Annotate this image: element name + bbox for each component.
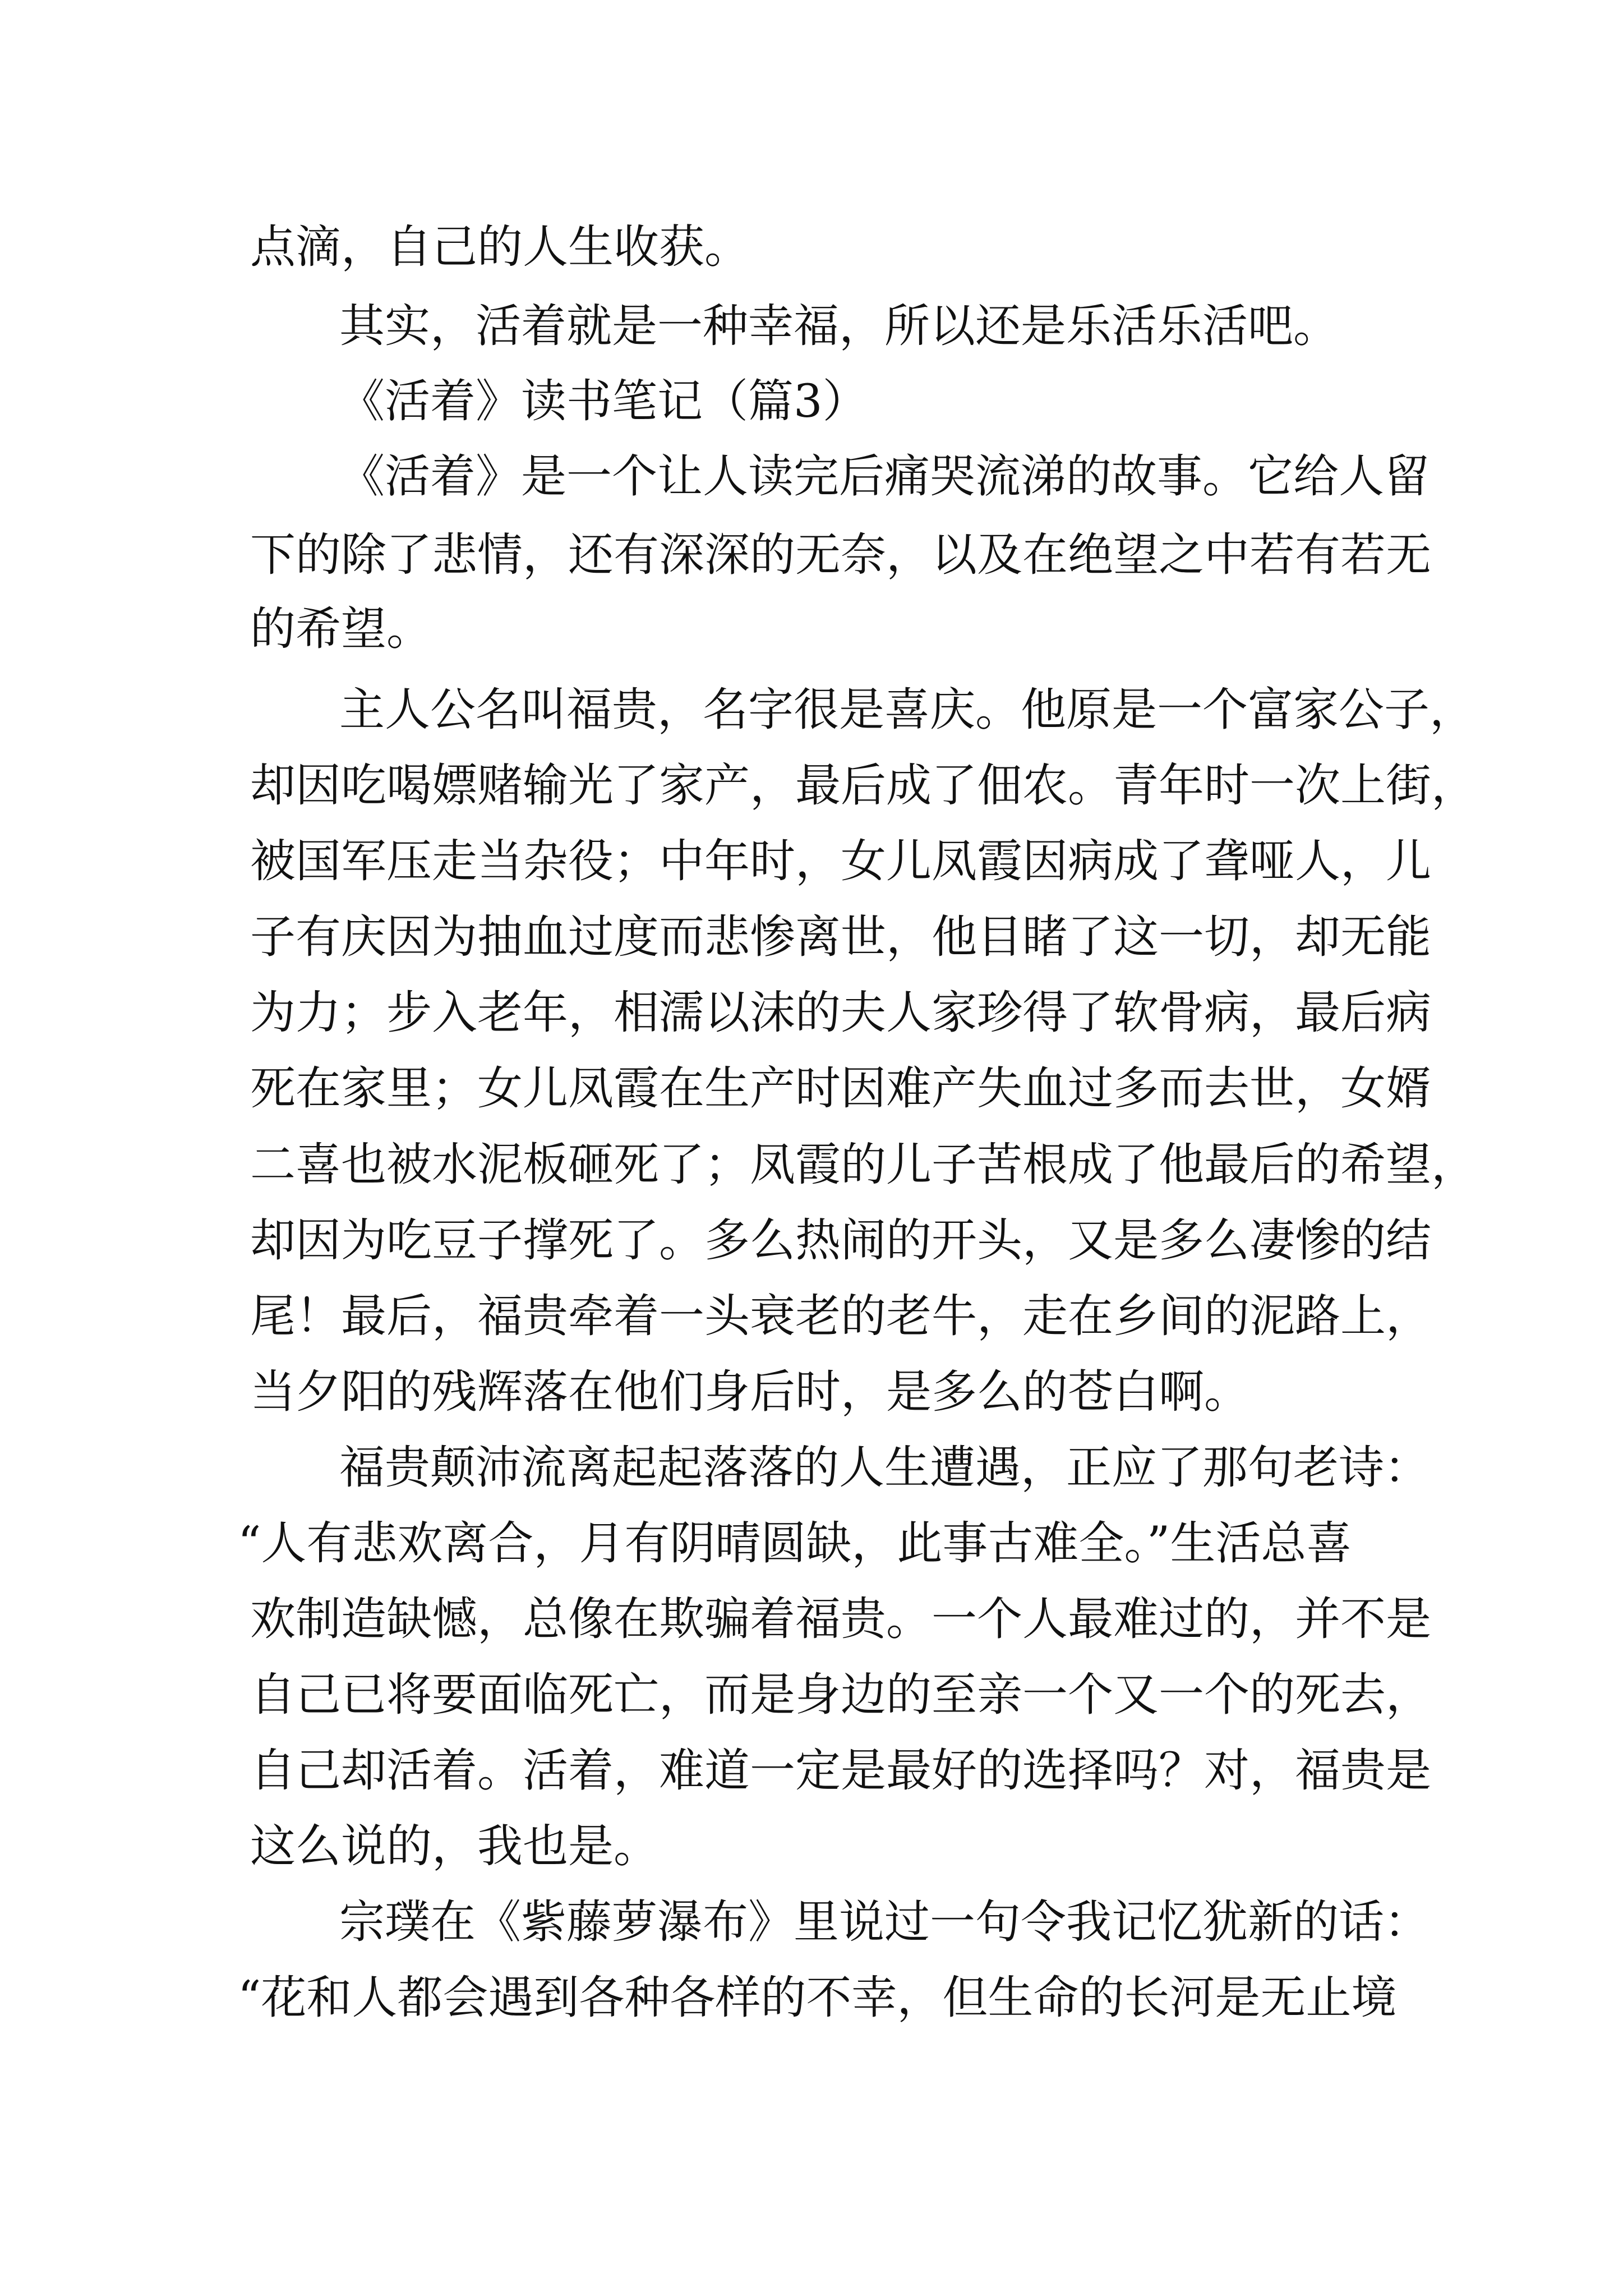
text-line: 欢制造缺憾，总像在欺骗着福贵。一个人最难过的，并不是 [250, 1593, 1432, 1646]
text-line: 这么说的，我也是。 [250, 1820, 660, 1873]
text-line: 自己已将要面临死亡，而是身边的至亲一个又一个的死去， [250, 1669, 1432, 1722]
text-line: 为力；步入老年，相濡以沫的夫人家珍得了软骨病，最后病 [250, 987, 1432, 1039]
text-line: 下的除了悲情，还有深深的无奈，以及在绝望之中若有若无 [250, 529, 1432, 582]
text-line: 宗璞在《紫藤萝瀑布》里说过一句令我记忆犹新的话： [339, 1896, 1430, 1949]
text-line: “花和人都会遇到各种各样的不幸，但生命的长河是无止境 [238, 1972, 1397, 2024]
text-line: 二喜也被水泥板砸死了；凤霞的儿子苦根成了他最后的希望， [250, 1139, 1477, 1191]
text-line: 点滴，自己的人生收获。 [250, 221, 750, 274]
text-line: 主人公名叫福贵，名字很是喜庆。他原是一个富家公子， [339, 684, 1476, 737]
text-line: 其实，活着就是一种幸福，所以还是乐活乐活吧。 [339, 300, 1339, 353]
text-line: 的希望。 [250, 603, 432, 656]
text-line: 被国军压走当杂役；中年时，女儿凤霞因病成了聋哑人，儿 [250, 835, 1432, 888]
text-line: 却因为吃豆子撑死了。多么热闹的开头，又是多么凄惨的结 [250, 1214, 1432, 1267]
section-heading: 《活着》读书笔记（篇3） [339, 375, 868, 428]
text-line: “人有悲欢离合，月有阴晴圆缺，此事古难全。”生活总喜 [238, 1517, 1352, 1570]
text-line: 自己却活着。活着，难道一定是最好的选择吗？对，福贵是 [250, 1745, 1432, 1797]
text-line: 却因吃喝嫖赌输光了家产，最后成了佃农。青年时一次上街， [250, 760, 1477, 812]
text-line: 子有庆因为抽血过度而悲惨离世，他目睹了这一切，却无能 [250, 911, 1432, 964]
text-line: 福贵颠沛流离起起落落的人生遭遇，正应了那句老诗： [339, 1442, 1430, 1494]
text-line: 《活着》是一个让人读完后痛哭流涕的故事。它给人留 [339, 450, 1430, 503]
text-line: 死在家里；女儿凤霞在生产时因难产失血过多而去世，女婿 [250, 1062, 1432, 1115]
text-line: 当夕阳的残辉落在他们身后时，是多么的苍白啊。 [250, 1366, 1250, 1419]
text-line: 尾！最后，福贵牵着一头衰老的老牛，走在乡间的泥路上， [250, 1290, 1432, 1343]
